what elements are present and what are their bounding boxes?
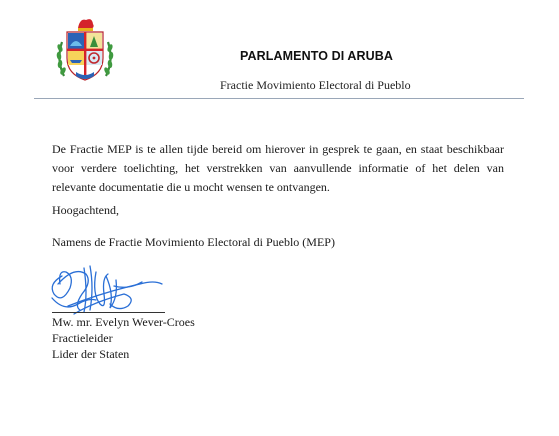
- organization-title: PARLAMENTO DI ARUBA: [240, 49, 394, 63]
- letter-paragraph: De Fractie MEP is te allen tijde bereid om hierover in gesprek te gaan, en staat beschikbaar voor verdere toelichting, het verstrekken van aanvullende informatie of het delen van relevante documentatie die u mocht wensen te ontvangen.: [52, 142, 504, 194]
- signature-block: [52, 314, 195, 362]
- faction-subtitle: Fractie Movimiento Electoral di Pueblo: [220, 78, 411, 92]
- signatory-title: Lider der Staten: [52, 347, 130, 361]
- signatory-role: Fractieleider: [52, 331, 113, 345]
- signatory-name: Mw. mr. Evelyn Wever-Croes: [52, 315, 195, 329]
- aruba-coat-of-arms-icon: [54, 14, 116, 86]
- signature-line: [52, 312, 165, 313]
- header-divider: [34, 98, 524, 99]
- on-behalf-line: Namens de Fractie Movimiento Electoral di Pueblo (MEP): [52, 235, 335, 249]
- closing-salutation: Hoogachtend,: [52, 203, 119, 217]
